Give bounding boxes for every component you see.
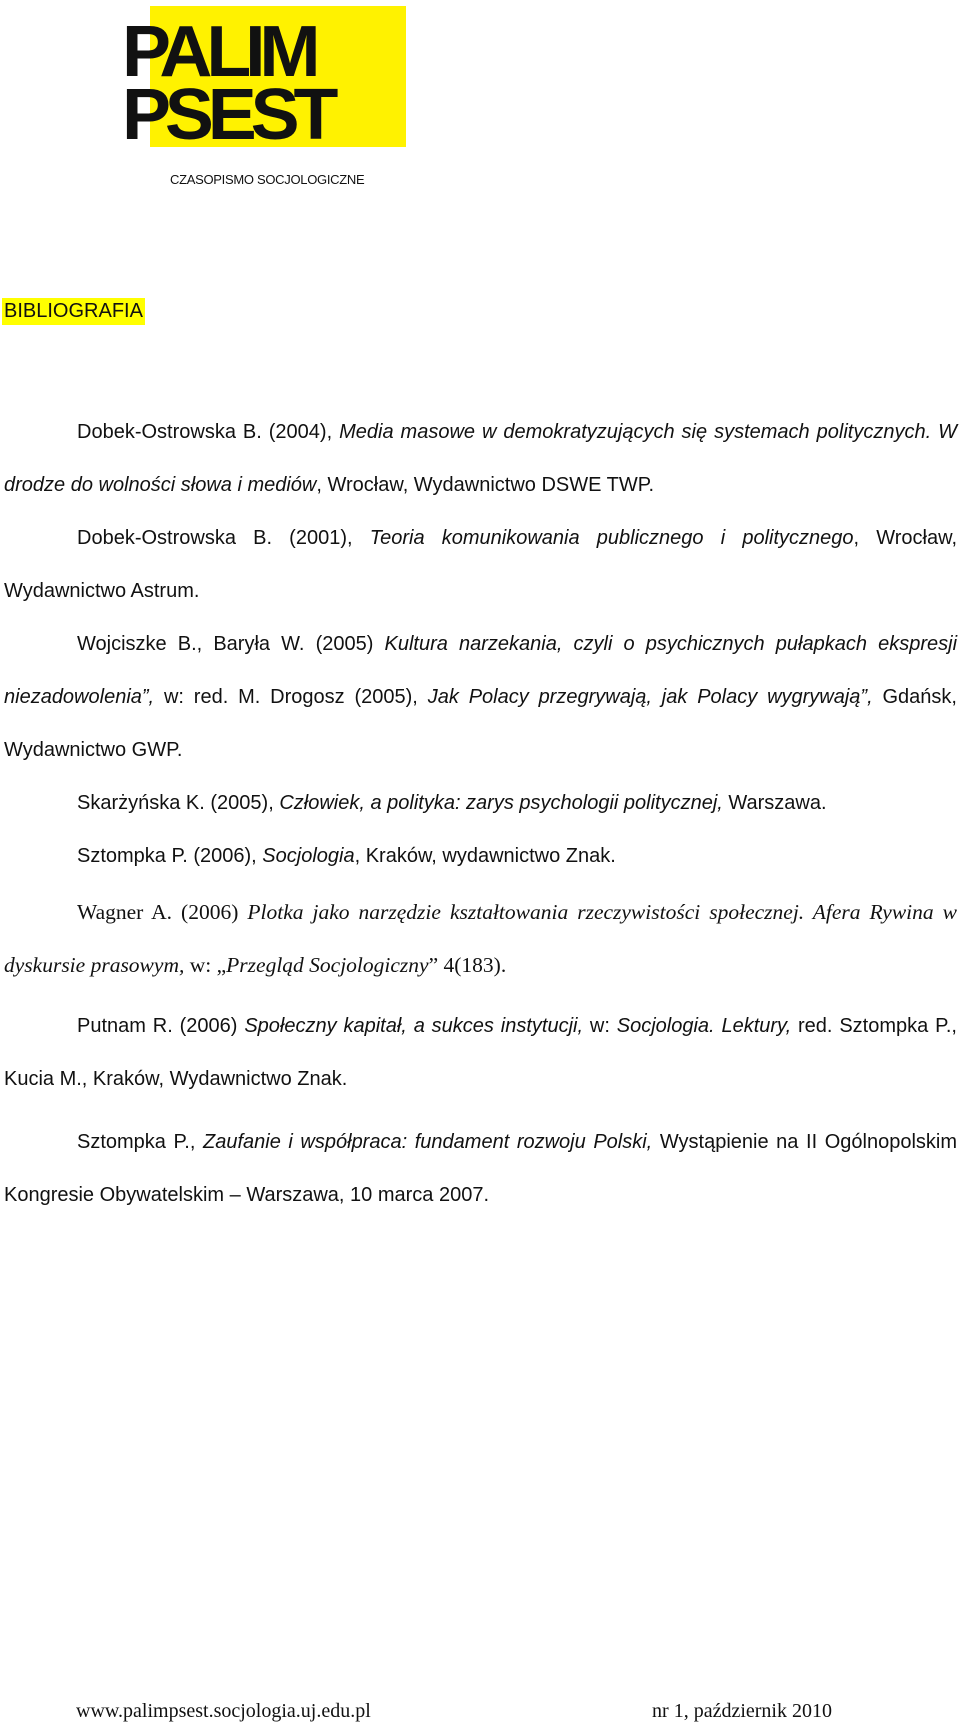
journal-logo — [122, 6, 406, 186]
entry-publisher: , Wrocław, Wydawnictwo DSWE TWP. — [316, 474, 655, 496]
entry-author-year: Dobek-Ostrowska B. (2004), — [77, 421, 340, 443]
section-heading: BIBLIOGRAFIA — [2, 298, 145, 325]
logo-subtitle: CZASOPISMO SOCJOLOGICZNE — [170, 172, 365, 187]
entry-author-year: Sztompka P., — [77, 1131, 203, 1153]
entry-editor: w: red. M. Drogosz (2005), — [154, 686, 428, 708]
entry-publisher: , Kraków, wydawnictwo Znak. — [354, 845, 616, 867]
entry-title: Plotka jako narzędzie kształtowania rzeczywistości społecznej. Afera Rywina w dyskursie prasowym, — [4, 900, 957, 977]
entry-publisher: red. Sztompka P., Kucia M., Kraków, Wydawnictwo Znak. — [4, 1015, 957, 1090]
bibliography-block-1 — [4, 406, 957, 883]
entry-journal: Przegląd Socjologiczny — [226, 953, 429, 977]
bib-entry — [4, 512, 957, 618]
entry-book-title: Jak Polacy przegrywają, jak Polacy wygrywają”, — [427, 686, 873, 708]
bib-entry — [4, 830, 957, 883]
bib-entry — [4, 777, 957, 830]
entry-issue: ” 4(183). — [428, 953, 507, 977]
entry-in: w: „ — [184, 953, 227, 977]
bibliography-block-2 — [4, 886, 957, 992]
bib-entry — [4, 406, 957, 512]
footer-url: www.palimpsest.socjologia.uj.edu.pl — [76, 1700, 371, 1722]
entry-book-title: Socjologia. Lektury, — [616, 1015, 792, 1037]
entry-author-year: Wagner A. (2006) — [77, 900, 248, 924]
entry-author-year: Sztompka P. (2006), — [77, 845, 263, 867]
entry-publisher: Warszawa. — [722, 792, 827, 814]
entry-author-year: Skarżyńska K. (2005), — [77, 792, 280, 814]
footer-issue: nr 1, październik 2010 — [652, 1700, 832, 1722]
entry-title: Społeczny kapitał, a sukces instytucji, — [244, 1015, 584, 1037]
entry-in: w: — [583, 1015, 617, 1037]
bib-entry — [4, 1000, 957, 1106]
logo-line-1: PALIM — [122, 12, 315, 92]
bib-entry — [4, 1116, 957, 1222]
entry-event: Wystąpienie na II Ogólnopolskim Kongresie Obywatelskim – Warszawa, 10 marca 2007. — [4, 1131, 957, 1206]
entry-publisher: , Wrocław, Wydawnictwo Astrum. — [4, 527, 958, 602]
entry-author-year: Dobek-Ostrowska B. (2001), — [77, 527, 370, 549]
entry-title: Teoria komunikowania publicznego i politycznego — [369, 527, 854, 549]
bib-entry — [4, 886, 957, 992]
entry-title: Człowiek, a polityka: zarys psychologii politycznej, — [279, 792, 723, 814]
bibliography-block-3 — [4, 1000, 957, 1222]
entry-title: Kultura narzekania, czyli o psychicznych pułapkach ekspresji niezadowolenia”, — [4, 633, 958, 708]
entry-author-year: Putnam R. (2006) — [77, 1015, 245, 1037]
bib-entry — [4, 618, 957, 777]
entry-title: Zaufanie i współpraca: fundament rozwoju Polski, — [202, 1131, 653, 1153]
entry-author-year: Wojciszke B., Baryła W. (2005) — [77, 633, 385, 655]
logo-line-2: PSEST — [122, 75, 333, 155]
entry-title: Socjologia — [262, 845, 355, 867]
entry-title: Media masowe w demokratyzujących się systemach politycznych. W drodze do wolności słowa i mediów — [4, 421, 957, 496]
entry-publisher: Gdańsk, Wydawnictwo GWP. — [4, 686, 957, 761]
